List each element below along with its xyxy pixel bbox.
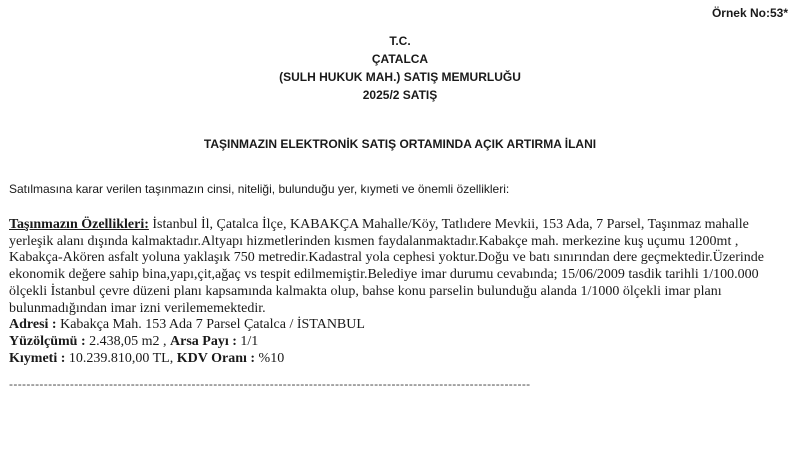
features-text: İstanbul İl, Çatalca İlçe, KABAKÇA Mahalle/Köy, Tatlıdere Mevkii, 153 Ada, 7 Parsel, Taşınmaz mahalle yerleşik alanı dışında kalmaktadır.Altyapı hizmetlerinden kısmen faydalanmaktadır.Kabakçe mah. merkezine kuş uçumu 1200mt , Kabakça-Akören asfalt yoluna yaklaşık 750 metredir.Kadastral yola cephesi yoktur.Doğu ve batı sınırından dere geçmektedir.Üzerinde ekonomik değere sahip bina,yapı,çit,ağaç vs tespit edilmemiştir.Belediye imar durumu cevabında; 15/06/2009 tasdik tarihli 1/100.000 ölçekli İstanbul çevre düzeni planı kapsamında kalmakta olup, bahse konu parselin bulunduğu alanda 1/1000 ölçekli imar planı bulunmadığından imar izni verilememektedir. xyxy=(9,217,764,316)
header-file-number: 2025/2 SATIŞ xyxy=(362,88,438,102)
header-tc: T.C. xyxy=(389,34,411,48)
share-label: Arsa Payı : xyxy=(170,333,237,349)
value-label: Kıymeti : xyxy=(9,350,66,366)
features-label: Taşınmazın Özellikleri: xyxy=(9,217,149,232)
vat-value: %10 xyxy=(255,350,285,366)
header-city: ÇATALCA xyxy=(371,52,429,66)
intro-text: Satılmasına karar verilen taşınmazın cinsi, niteliği, bulunduğu yer, kıymeti ve önemli özellikleri: xyxy=(9,182,510,196)
address-label: Adresi : xyxy=(9,317,57,333)
area-label: Yüzölçümü : xyxy=(9,333,86,349)
separator-line: ------------------------------------------------------------------------------------------------------------------------ xyxy=(9,377,531,391)
share-value: 1/1 xyxy=(236,333,259,349)
value-value: 10.239.810,00 TL, xyxy=(65,350,177,366)
header-office: (SULH HUKUK MAH.) SATIŞ MEMURLUĞU xyxy=(279,70,521,84)
document-header xyxy=(0,32,800,104)
features-paragraph xyxy=(9,217,795,317)
value-line xyxy=(9,351,795,368)
area-value: 2.438,05 m2 , xyxy=(85,333,171,349)
property-details xyxy=(9,217,795,367)
area-line xyxy=(9,334,795,351)
address-value: Kabakça Mah. 153 Ada 7 Parsel Çatalca / İSTANBUL xyxy=(56,317,365,333)
vat-label: KDV Oranı : xyxy=(176,350,256,366)
sample-number: Örnek No:53* xyxy=(711,6,788,20)
announcement-title: TAŞINMAZIN ELEKTRONİK SATIŞ ORTAMINDA AÇIK ARTIRMA İLANI xyxy=(203,137,597,151)
address-line xyxy=(9,317,795,334)
